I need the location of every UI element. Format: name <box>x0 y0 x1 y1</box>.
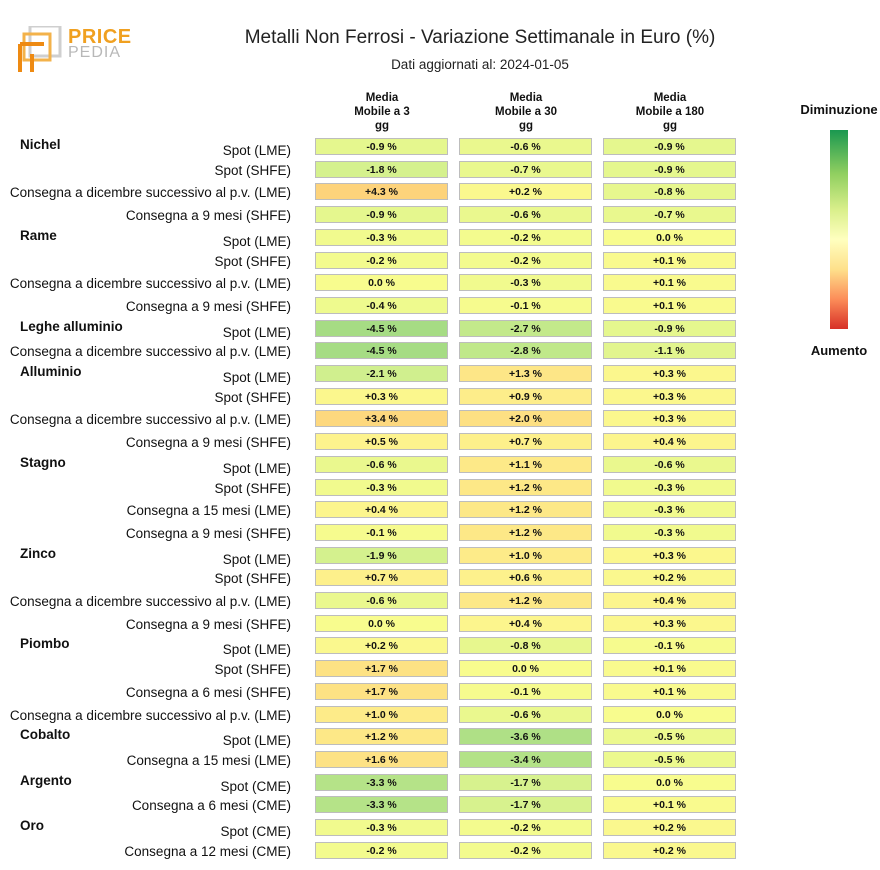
heatmap-cell: -0.3 % <box>315 479 448 496</box>
row-label: Spot (SHFE) <box>214 662 291 678</box>
heatmap-cell: +1.2 % <box>459 524 592 541</box>
heatmap-cell: -0.3 % <box>315 229 448 246</box>
row-label: Consegna a 6 mesi (CME) <box>131 798 291 814</box>
row-label: Consegna a dicembre successivo al p.v. (LME) <box>9 344 291 360</box>
heatmap-cell: -0.1 % <box>459 297 592 314</box>
heatmap-cell: +0.4 % <box>459 615 592 632</box>
heatmap-cell: 0.0 % <box>603 706 736 723</box>
heatmap-cell: +1.2 % <box>459 479 592 496</box>
heatmap-cell: +0.3 % <box>603 410 736 427</box>
heatmap-cell: +1.0 % <box>315 706 448 723</box>
row-label: Spot (LME) <box>222 143 291 158</box>
heatmap-cell: -0.9 % <box>603 320 736 337</box>
heatmap-cell: 0.0 % <box>315 615 448 632</box>
heatmap-cell: +4.3 % <box>315 183 448 200</box>
heatmap-cell: -0.4 % <box>315 297 448 314</box>
row-label: Spot (LME) <box>222 733 291 749</box>
heatmap-cell: -0.2 % <box>459 229 592 246</box>
heatmap-cell: +0.1 % <box>603 683 736 700</box>
row-label: Consegna a 9 mesi (SHFE) <box>125 208 291 224</box>
row-label: Consegna a dicembre successivo al p.v. (LME) <box>9 412 291 428</box>
heatmap-cell: -0.8 % <box>459 637 592 654</box>
row-label: Spot (LME) <box>222 324 291 340</box>
metal-group-label: Cobalto <box>20 727 71 743</box>
heatmap-cell: -0.2 % <box>459 819 592 836</box>
heatmap-cell: +0.2 % <box>603 819 736 836</box>
row-label: Spot (SHFE) <box>214 162 291 178</box>
row-label: Consegna a 15 mesi (LME) <box>126 752 291 768</box>
row-label: Consegna a 9 mesi (SHFE) <box>125 435 291 451</box>
heatmap-cell: -0.3 % <box>603 524 736 541</box>
heatmap-cell: +0.1 % <box>603 297 736 314</box>
heatmap-cell: -0.3 % <box>459 274 592 291</box>
heatmap-cell: -0.6 % <box>315 592 448 609</box>
heatmap-cell: 0.0 % <box>315 274 448 291</box>
heatmap-cell: -1.1 % <box>603 342 736 359</box>
heatmap-cell: +0.6 % <box>459 569 592 586</box>
column-header-30gg: Media Mobile a 30 gg <box>495 92 557 132</box>
heatmap-cell: +0.1 % <box>603 660 736 677</box>
heatmap-cell: +1.0 % <box>459 547 592 564</box>
row-label: Consegna a 15 mesi (LME) <box>126 503 291 519</box>
metal-group-label: Argento <box>20 772 72 788</box>
row-label: Consegna a 6 mesi (SHFE) <box>125 684 291 700</box>
heatmap-cell: +1.1 % <box>459 456 592 473</box>
heatmap-cell: -0.1 % <box>459 683 592 700</box>
heatmap-cell: +0.9 % <box>459 388 592 405</box>
row-label: Spot (LME) <box>222 460 291 476</box>
heatmap-cell: +0.1 % <box>603 274 736 291</box>
heatmap-cell: +1.7 % <box>315 660 448 677</box>
row-label: Spot (CME) <box>220 778 291 794</box>
heatmap-cell: -0.6 % <box>459 706 592 723</box>
chart-title: Metalli Non Ferrosi - Variazione Settimanale in Euro (%) <box>244 27 716 48</box>
heatmap-cell: -1.9 % <box>315 547 448 564</box>
heatmap-cell: -0.3 % <box>603 501 736 518</box>
heatmap-cell: -0.7 % <box>459 161 592 178</box>
row-label: Spot (SHFE) <box>214 389 291 405</box>
heatmap-cell: -0.9 % <box>603 161 736 178</box>
heatmap-cell: -3.4 % <box>459 751 592 768</box>
heatmap-cell: +0.7 % <box>315 569 448 586</box>
heatmap-cell: +3.4 % <box>315 410 448 427</box>
row-label: Consegna a 9 mesi (SHFE) <box>125 616 291 632</box>
heatmap-cell: -0.9 % <box>315 138 448 155</box>
heatmap-cell: -1.8 % <box>315 161 448 178</box>
heatmap-cell: -0.6 % <box>315 456 448 473</box>
heatmap-cell: +0.3 % <box>603 365 736 382</box>
heatmap-cell: -0.3 % <box>315 819 448 836</box>
heatmap-cell: -0.2 % <box>315 842 448 859</box>
heatmap-cell: +0.1 % <box>603 252 736 269</box>
heatmap-cell: +0.4 % <box>603 433 736 450</box>
row-label: Consegna a dicembre successivo al p.v. (LME) <box>9 276 291 292</box>
heatmap-cell: -0.5 % <box>603 728 736 745</box>
metal-group-label: Leghe alluminio <box>20 318 123 334</box>
row-label: Spot (LME) <box>222 551 291 567</box>
heatmap-cell: -0.1 % <box>315 524 448 541</box>
heatmap-cell: 0.0 % <box>459 660 592 677</box>
metal-group-label: Stagno <box>20 454 66 470</box>
heatmap-cell: +0.4 % <box>603 592 736 609</box>
row-label: Spot (LME) <box>222 233 291 249</box>
heatmap-cell: +0.2 % <box>315 637 448 654</box>
metal-group-label: Oro <box>20 818 45 833</box>
row-label: Spot (LME) <box>222 642 291 658</box>
heatmap-cell: +0.2 % <box>603 842 736 859</box>
heatmap-cell: -0.2 % <box>459 842 592 859</box>
heatmap-cell: -2.1 % <box>315 365 448 382</box>
heatmap-cell: +0.4 % <box>315 501 448 518</box>
heatmap-cell: -2.7 % <box>459 320 592 337</box>
heatmap-cell: +0.1 % <box>603 796 736 813</box>
heatmap-cell: -0.2 % <box>315 252 448 269</box>
logo-text-price: PRICE <box>68 26 132 48</box>
heatmap-cell: +0.3 % <box>603 388 736 405</box>
heatmap-cell: +0.2 % <box>603 569 736 586</box>
row-label: Spot (LME) <box>222 370 291 385</box>
metal-group-label: Nichel <box>20 137 61 152</box>
heatmap-cell: -3.3 % <box>315 774 448 791</box>
heatmap-cell: +0.3 % <box>315 388 448 405</box>
heatmap-cell: +0.5 % <box>315 433 448 450</box>
row-label: Consegna a dicembre successivo al p.v. (LME) <box>9 594 291 609</box>
heatmap-cell: -0.6 % <box>459 138 592 155</box>
row-label: Consegna a dicembre successivo al p.v. (LME) <box>9 707 291 723</box>
heatmap-cell: +1.3 % <box>459 365 592 382</box>
heatmap-cell: -0.1 % <box>603 637 736 654</box>
heatmap-cell: +0.2 % <box>459 183 592 200</box>
heatmap-cell: +1.7 % <box>315 683 448 700</box>
row-label: Consegna a 12 mesi (CME) <box>124 843 291 859</box>
heatmap-cell: +0.3 % <box>603 547 736 564</box>
metal-group-label: Zinco <box>20 545 56 561</box>
heatmap-cell: +1.2 % <box>459 592 592 609</box>
row-label: Spot (SHFE) <box>214 253 291 269</box>
row-label: Spot (CME) <box>220 824 291 839</box>
heatmap-cell: -0.9 % <box>315 206 448 223</box>
heatmap-cell: 0.0 % <box>603 229 736 246</box>
legend-bottom-label: Aumento <box>810 343 868 358</box>
heatmap-cell: +0.7 % <box>459 433 592 450</box>
heatmap-cell: -0.2 % <box>459 252 592 269</box>
row-label: Consegna a dicembre successivo al p.v. (LME) <box>9 185 291 201</box>
heatmap-cell: -1.7 % <box>459 796 592 813</box>
row-label: Consegna a 9 mesi (SHFE) <box>125 525 291 541</box>
row-label: Consegna a 9 mesi (SHFE) <box>125 298 291 314</box>
row-label: Spot (SHFE) <box>214 571 291 587</box>
heatmap-cell: -0.3 % <box>603 479 736 496</box>
metal-group-label: Piombo <box>20 636 70 652</box>
heatmap-cell: -0.5 % <box>603 751 736 768</box>
heatmap-cell: -0.6 % <box>459 206 592 223</box>
heatmap-cell: +1.6 % <box>315 751 448 768</box>
heatmap-cell: -0.6 % <box>603 456 736 473</box>
heatmap-cell: -4.5 % <box>315 342 448 359</box>
heatmap-cell: +2.0 % <box>459 410 592 427</box>
heatmap-cell: -0.7 % <box>603 206 736 223</box>
column-header-3gg: Media Mobile a 3 gg <box>354 92 410 132</box>
heatmap-cell: -2.8 % <box>459 342 592 359</box>
row-label: Spot (SHFE) <box>214 480 291 496</box>
heatmap-cell: 0.0 % <box>603 774 736 791</box>
chart-subtitle: Dati aggiornati al: 2024-01-05 <box>391 57 569 72</box>
logo-text-pedia: PEDIA <box>68 44 122 61</box>
heatmap-cell: +1.2 % <box>459 501 592 518</box>
legend-top-label: Diminuzione <box>800 102 878 117</box>
heatmap-cell: -3.6 % <box>459 728 592 745</box>
column-header-180gg: Media Mobile a 180 gg <box>635 92 705 132</box>
heatmap-cell: -4.5 % <box>315 320 448 337</box>
metal-group-label: Alluminio <box>20 364 82 379</box>
metal-group-label: Rame <box>20 227 57 243</box>
heatmap-cell: +1.2 % <box>315 728 448 745</box>
heatmap-cell: -1.7 % <box>459 774 592 791</box>
legend-color-scale <box>830 130 848 329</box>
heatmap-cell: -3.3 % <box>315 796 448 813</box>
heatmap-cell: -0.9 % <box>603 138 736 155</box>
heatmap-cell: -0.8 % <box>603 183 736 200</box>
heatmap-cell: +0.3 % <box>603 615 736 632</box>
